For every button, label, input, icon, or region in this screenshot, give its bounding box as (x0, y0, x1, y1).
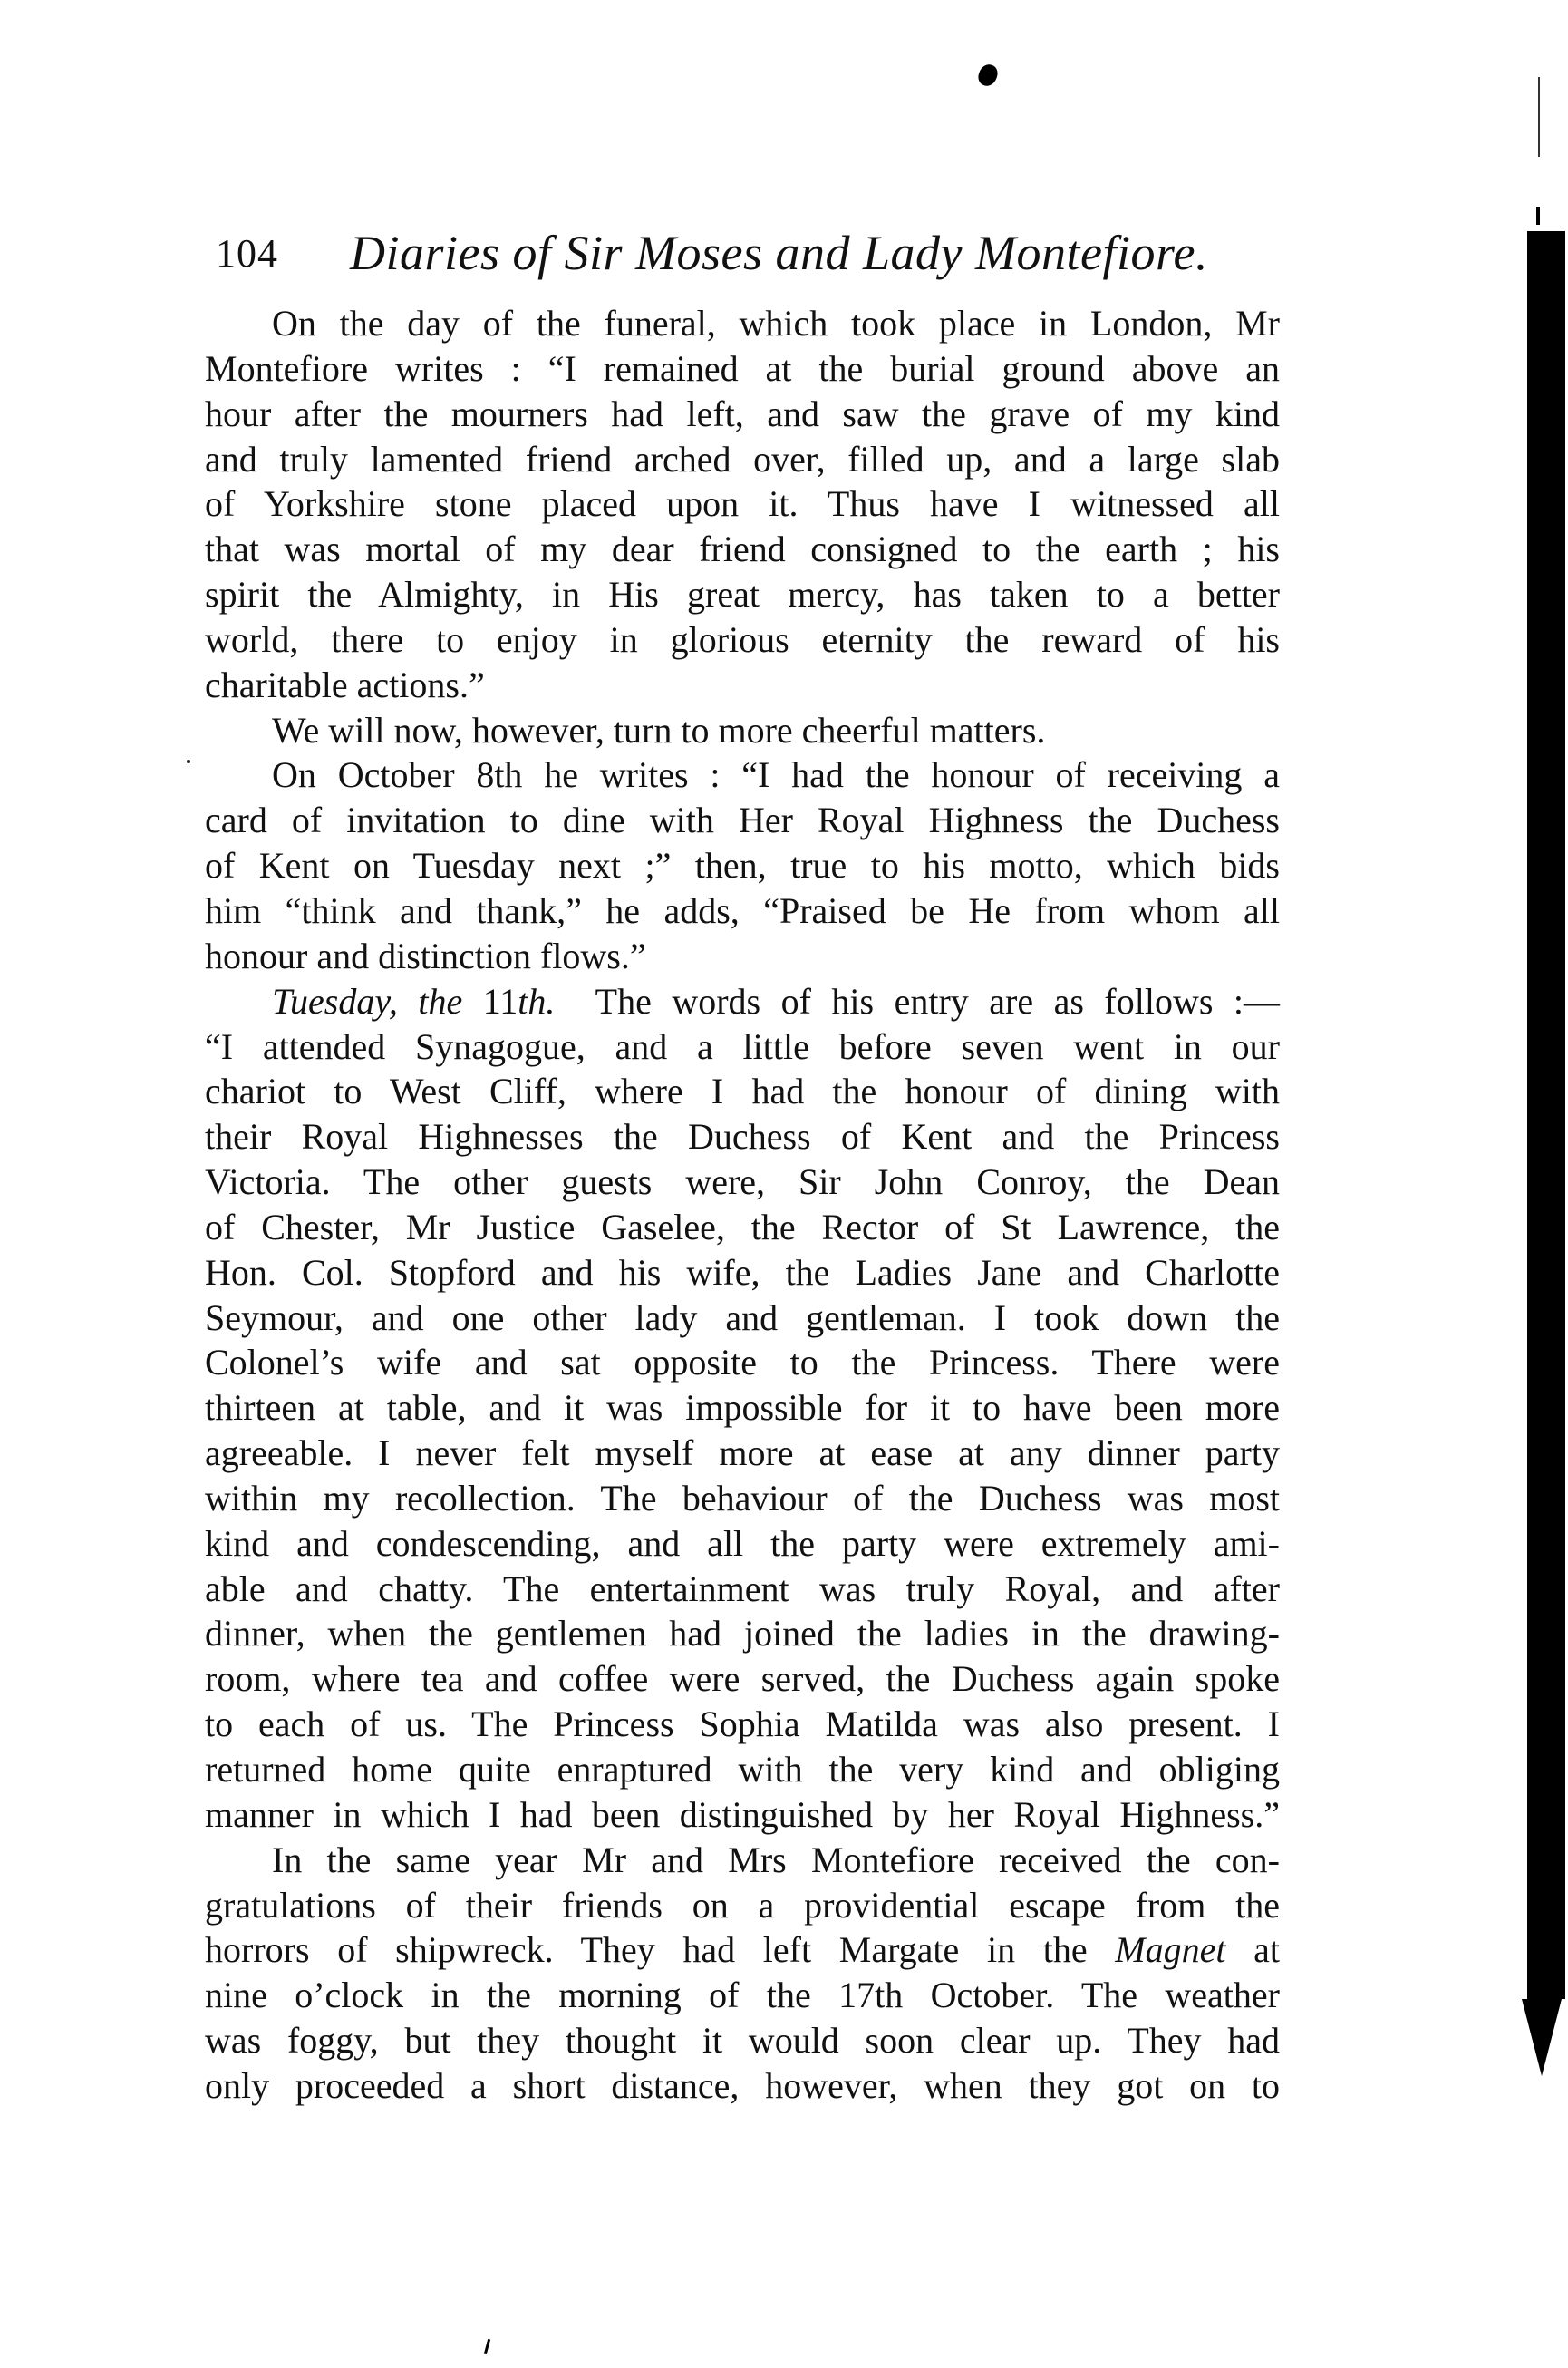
text-line: charitable actions.” (205, 664, 485, 705)
text-line: that was mortal of my dear friend consigned to the earth ; his (205, 529, 1280, 570)
text-line: only proceeded a short distance, however, when they got on to (205, 2064, 1280, 2106)
text-line: was foggy, but they thought it would soon clear up. They had (205, 2020, 1280, 2062)
text-line: nine o’clock in the morning of the 17th October. The weather (205, 1975, 1280, 2016)
text-line: We will now, however, turn to more cheerful matters. (272, 709, 1046, 751)
text-line: hour after the mourners had left, and saw the grave of my kind (205, 393, 1280, 434)
body-text (205, 301, 1280, 2109)
text-line: their Royal Highnesses the Duchess of Kent and the Princess (205, 1116, 1280, 1158)
running-title: Diaries of Sir Moses and Lady Montefiore. (350, 226, 1208, 280)
text-line: room, where tea and coffee were served, the Duchess again spoke (205, 1658, 1280, 1700)
text-line: dinner, when the gentlemen had joined the ladies in the drawing- (205, 1613, 1280, 1655)
ink-blot (975, 62, 1000, 88)
text-line: world, there to enjoy in glorious eternity the reward of his (205, 618, 1280, 660)
ship-name: Magnet (1115, 1929, 1226, 1971)
text-line: On the day of the funeral, which took place in London, Mr (272, 303, 1280, 344)
date-italic: Tuesday, the (272, 980, 463, 1022)
text-line: In the same year Mr and Mrs Montefiore received the con- (272, 1839, 1280, 1880)
text-line: On October 8th he writes : “I had the honour of receiving a (272, 754, 1280, 796)
text-line: Montefiore writes : “I remained at the burial ground above an (205, 347, 1280, 389)
text-line: Tuesday, the 11th. The words of his entry are as follows :— (272, 980, 1280, 1022)
page-edge-shadow-taper (1522, 1999, 1562, 2076)
text-line: returned home quite enraptured with the very kind and obliging (205, 1749, 1280, 1790)
page-edge-shadow-bar (1527, 231, 1565, 1999)
text-line: Colonel’s wife and sat opposite to the Princess. There were (205, 1342, 1280, 1383)
margin-dot (187, 760, 190, 763)
page-edge-line (1538, 77, 1540, 157)
text-line: Seymour, and one other lady and gentleman. I took down the (205, 1296, 1280, 1338)
text-line: agreeable. I never felt myself more at ease at any dinner party (205, 1432, 1280, 1474)
text-line: card of invitation to dine with Her Royal Highness the Duchess (205, 800, 1280, 841)
text-line: of Yorkshire stone placed upon it. Thus have I witnessed all (205, 483, 1280, 525)
running-head (216, 225, 1303, 279)
text-line: gratulations of their friends on a providential escape from the (205, 1884, 1280, 1926)
page-number: 104 (216, 231, 278, 276)
text-line: manner in which I had been distinguished by her Royal Highness.” (205, 1793, 1280, 1835)
text-line: honour and distinction flows.” (205, 935, 646, 976)
text-line: and truly lamented friend arched over, filled up, and a large slab (205, 438, 1280, 480)
text-line: spirit the Almighty, in His great mercy, has taken to a better (205, 574, 1280, 616)
page-edge-tick (1536, 207, 1540, 225)
date-suffix: th. (518, 980, 556, 1022)
text-line: chariot to West Cliff, where I had the honour of dining with (205, 1071, 1280, 1112)
text-line: “I attended Synagogue, and a little before seven went in our (205, 1025, 1280, 1067)
text-line: thirteen at table, and it was impossible for it to have been more (205, 1387, 1280, 1429)
text-line: kind and condescending, and all the party were extremely ami- (205, 1522, 1280, 1564)
text-line: to each of us. The Princess Sophia Matilda was also present. I (205, 1703, 1280, 1745)
date-numeral: 11 (482, 980, 518, 1022)
text-line: of Kent on Tuesday next ;” then, true to his motto, which bids (205, 845, 1280, 887)
text-line: within my recollection. The behaviour of the Duchess was most (205, 1477, 1280, 1519)
stray-mark (484, 2339, 490, 2354)
text-line: him “think and thank,” he adds, “Praised be He from whom all (205, 889, 1280, 931)
text-line: Victoria. The other guests were, Sir John Conroy, the Dean (205, 1161, 1280, 1203)
text-line: able and chatty. The entertainment was truly Royal, and after (205, 1567, 1280, 1609)
text-line: of Chester, Mr Justice Gaselee, the Rector of St Lawrence, the (205, 1206, 1280, 1247)
text-line: Hon. Col. Stopford and his wife, the Ladies Jane and Charlotte (205, 1251, 1280, 1293)
text-line: horrors of shipwreck. They had left Margate in the Magnet at (205, 1929, 1281, 1971)
